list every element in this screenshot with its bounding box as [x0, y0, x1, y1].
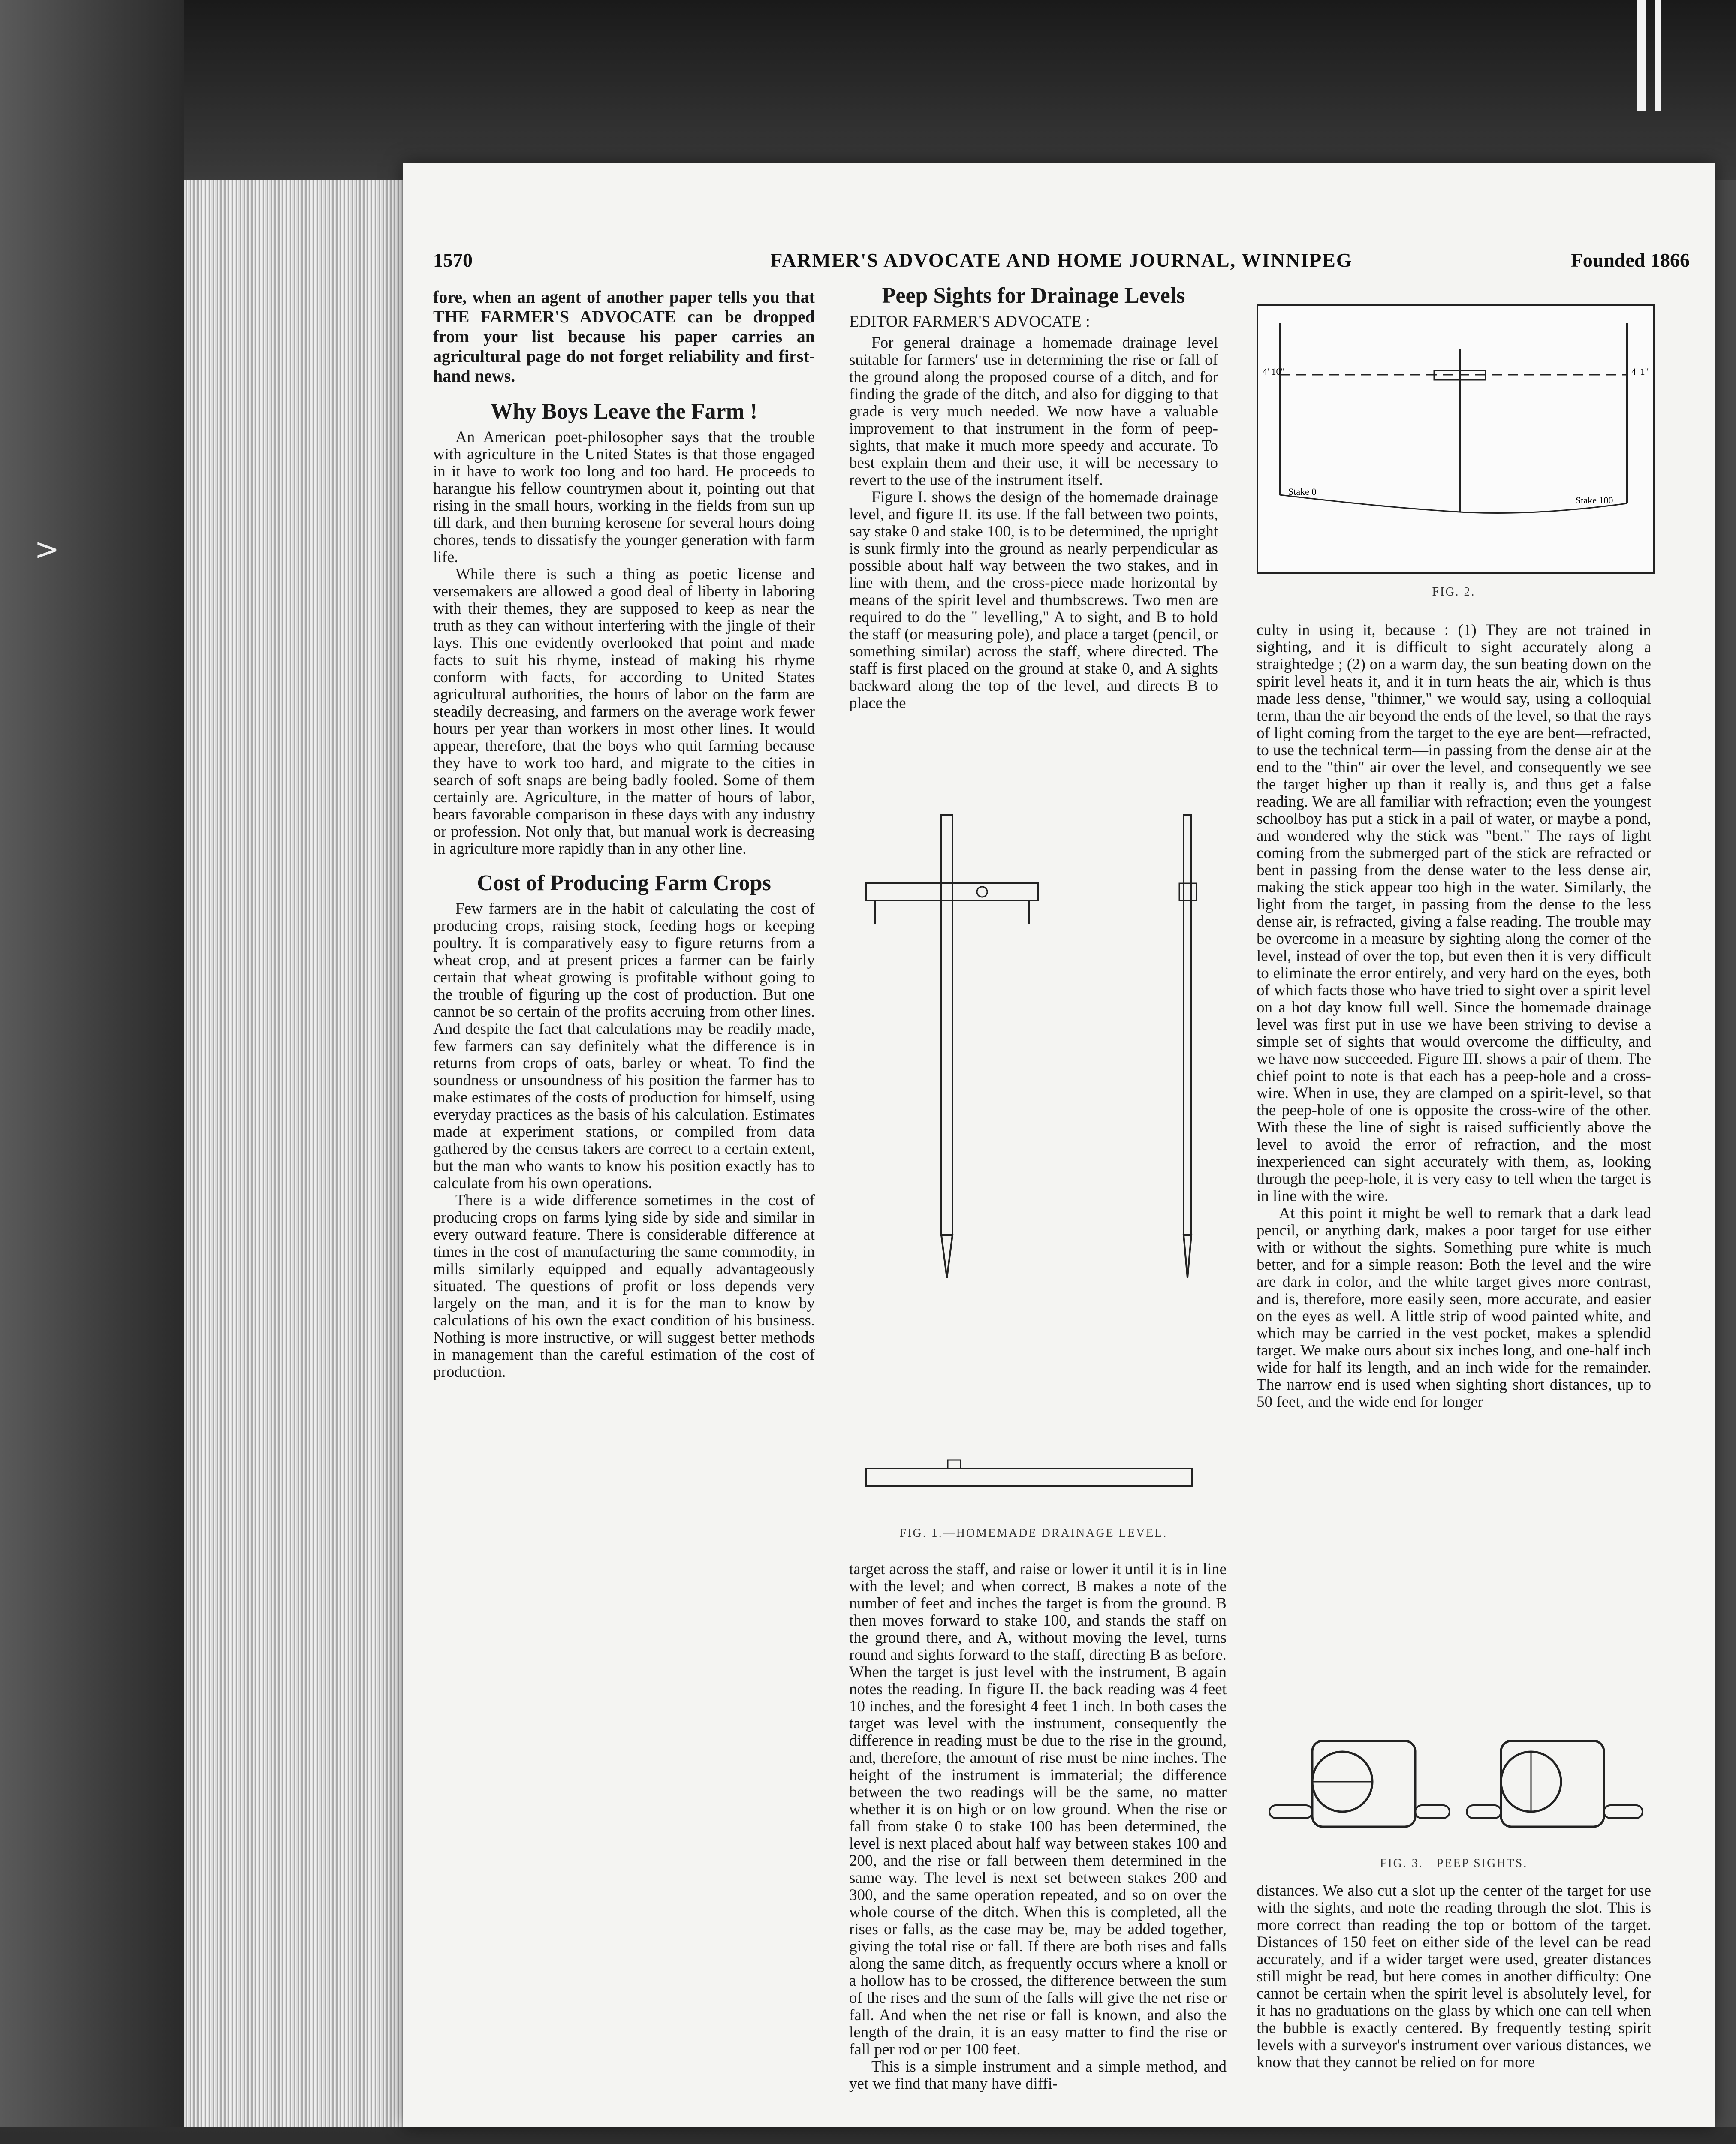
figure-3-peep-sights [1261, 1732, 1647, 1848]
paragraph: distances. We also cut a slot up the center of the target for use with the sights, and note the reading through the slot. This is more correct than reading the top or bottom of the target. Distances of 150 feet on either side of the level can be read accurately, and if a wider target were used, greater distances still might be read, but here comes in another difficulty: One cannot be certain when the spirit level is absolutely level, for it has no graduations on the glass by which one can tell when the bubble is exactly centered. By frequently testing spirit levels with a surveyor's instrument over various distances, we know that they cannot be relied on for more [1257, 1882, 1651, 2071]
paragraph: An American poet-philosopher says that the trouble with agriculture in the United States is that those engaged in it have to work too long and too hard. He proceeds to harangue his fellow countrymen about it, pointing out that rising in the small hours, working in the fields from sun up till dark, and then burning kerosene for several hours doing chores, tends to dissatisfy the younger generation with farm life. [433, 428, 815, 566]
article-title-cost: Cost of Producing Farm Crops [477, 871, 771, 895]
journal-title: FARMER'S ADVOCATE AND HOME JOURNAL, WINNIPEG [770, 249, 1353, 271]
editor-salutation: EDITOR FARMER'S ADVOCATE : [849, 313, 1090, 331]
paragraph: At this point it might be well to remark that a dark lead pencil, or anything dark, makes a poor target for use either with or without the sights. Something pure white is much better, and for a simple reason: Both the level and the wire are dark in color, and the white target gives more contrast, and is, therefore, more easily seen, more accurate, and easier on the eyes as well. A little strip of wood painted white, and which may be carried in the vest pocket, makes a splendid target. We make ours about six inches long, and one-half inch wide for half its length, and an inch wide for the remainder. The narrow end is used when sighting short distances, up to 50 feet, and the wide end for longer [1257, 1204, 1651, 1411]
journal-page [403, 163, 1715, 2127]
paragraph: For general drainage a homemade drainage level suitable for farmers' use in determining the rise or fall of the ground along the proposed course of a ditch, and for finding the grade of the ditch, and also for digging to that grade is very much needed. We now have a valuable improvement to that instrument in the form of peep-sights, that make it much more speedy and accurate. To best explain them and their use, it will be necessary to revert to the use of the instrument itself. [849, 334, 1218, 489]
figure-2-stake-100: Stake 100 [1576, 495, 1613, 506]
film-mark-top-1 [1637, 0, 1646, 111]
paragraph: culty in using it, because : (1) They are not trained in sighting, and it is difficult to sight accurately along a straightedge ; (2) on a warm day, the sun beating down on the spirit level heats it, and it in turn heats the air, which is thus made less dense, "thinner," we would say, using a colloquial term, than the air beyond the ends of the level, so that the rays of light coming from the target to the eye are bent—refracted, to use the technical term—in passing from the dense air at the end to the "thin" air over the level, and consequently we see the target higher up than it really is, and thus get a false reading. We are all familiar with refraction; even the youngest schoolboy has put a stick in a pail of water, or maybe a pond, and wondered why the stick was "bent." The rays of light coming from the submerged part of the stick are refracted or bent in passing from the dense water to the less dense air, making the stick appear too high in the water. Similarly, the light from the target, in passing from the dense to the less dense air, is refracted, giving a false reading. The trouble may be overcome in a measure by sighting along the corner of the level, instead of over the top, but even then it is very difficult to eliminate the error entirely, and very hard on the eyes, both of which facts those who have tried to sight over a spirit level on a hot day know full well. Since the homemade drainage level was first put in use we have been striving to devise a simple set of sights that would overcome the difficulty, and we have now succeeded. Figure III. shows a pair of them. The chief point to note is that each has a peep-hole and a cross-wire. When in use, they are clamped on a spirit-level, so that the peep-hole of one is opposite the cross-wire of the other. With these the line of sight is raised sufficiently above the level to avoid the error of refraction, and the most inexperienced can sight accurately with them, as, looking through the peep-hole, it is very easy to tell when the target is in line with the wire. [1257, 621, 1651, 1205]
figure-1-drainage-level [849, 806, 1218, 1514]
article-title-peep-sights: Peep Sights for Drainage Levels [882, 283, 1185, 308]
paragraph: While there is such a thing as poetic license and versemakers are allowed a good deal of liberty in laboring with their themes, they are supposed to keep as near the truth as they can without interfering with the jingle of their lays. This one evidently overlooked that point and made facts to suit his rhyme, instead of making his rhyme conform with facts, for according to United States agricultural authorities, the hours of labor on the farm are steadily decreasing, and farmers on the average work fewer hours per year than workers in most other lines. It would appear, therefore, that the boys who quit farming because they have to work too hard, and migrate to the cities in search of soft snaps are being badly fooled. Some of them certainly are. Agriculture, in the matter of hours of labor, bears favorable comparison in these days with any industry or profession. Not only that, but manual work is decreasing in agriculture more rapidly than in any other line. [433, 566, 815, 858]
page-edges [184, 180, 425, 2127]
column-2-bottom [849, 1561, 1227, 2093]
page-number: 1570 [433, 249, 473, 271]
film-bottom-strip [0, 2127, 1736, 2144]
page-header [433, 249, 1690, 274]
column-2-top [849, 283, 1218, 712]
intro-paragraph: fore, when an agent of another paper tells you that THE FARMER'S ADVOCATE can be dropped from your list because his paper carries an agricultural page do not forget reliability and first-hand news. [433, 287, 815, 385]
paragraph: This is a simple instrument and a simple method, and yet we find that many have diffi- [849, 2058, 1227, 2093]
figure-1-caption: FIG. 1.—HOMEMADE DRAINAGE LEVEL. [899, 1527, 1168, 1540]
article-title-why-boys: Why Boys Leave the Farm ! [490, 399, 758, 424]
figure-2-frame [1257, 304, 1655, 574]
column-1 [433, 287, 815, 2088]
paragraph: Figure I. shows the design of the homemade drainage level, and figure II. its use. If the fall between two points, say stake 0 and stake 100, is to be determined, the upright is sunk firmly into the ground as nearly perpendicular as possible about half way between the two stakes, and in line with them, and the cross-piece made horizontal by means of the spirit level and thumbscrews. Two men are required to do the " levelling," A to sight, and B to hold the staff (or measuring pole), and place a target (pencil, or something similar) across the staff, where directed. The staff is first placed on the ground at stake 0, and A sights backward along the top of the level, and directs B to place the [849, 488, 1218, 712]
figure-2-diagram [1258, 306, 1653, 572]
figure-2-caption: FIG. 2. [1432, 585, 1476, 599]
film-mark-top-2 [1655, 0, 1661, 111]
film-left-strip [0, 0, 184, 2144]
figure-2-label-right: 4' 1" [1631, 366, 1649, 377]
figure-2-stake-0: Stake 0 [1288, 486, 1317, 497]
figure-2-label-left: 4' 10" [1263, 366, 1285, 377]
column-3-bottom [1257, 1882, 1651, 2071]
paragraph: There is a wide difference sometimes in the cost of producing crops on farms lying side by side and similar in every outward feature. There is considerable difference at times in the cost of manufacturing the same commodity, in mills similarly equipped and equally advantageously situated. The questions of profit or loss depends very largely on the man, and it is for the man to know by calculations of his own the exact condition of his business. Nothing is more instructive, or will suggest better methods in management than the careful estimation of the cost of production. [433, 1192, 815, 1381]
figure-3-caption: FIG. 3.—PEEP SIGHTS. [1380, 1857, 1528, 1870]
founded-label: Founded 1866 [1570, 249, 1690, 271]
column-3-main [1257, 622, 1651, 1411]
film-top-strip [0, 0, 1736, 180]
paragraph: Few farmers are in the habit of calculating the cost of producing crops, raising stock, feeding hogs or keeping poultry. It is comparatively easy to figure returns from a wheat crop, and at present prices a farmer can be fairly certain that wheat growing is profitable without going to the trouble of figuring up the cost of production. But one cannot be so certain of the profits accruing from other lines. And despite the fact that calculations may be readily made, few farmers can say definitely what the difference is in returns from crops of oats, barley or wheat. To find the soundness or unsoundness of his position the farmer has to make estimates of the costs of production for himself, using everyday practices as the basis of his calculation. Estimates made at experiment stations, or compiled from data gathered by the census takers are correct to a certain extent, but the man who wants to know his position exactly has to calculate from his own operations. [433, 900, 815, 1192]
paragraph: target across the staff, and raise or lower it until it is in line with the level; and when correct, B makes a note of the number of feet and inches the target is from the ground. B then moves forward to stake 100, and stands the staff on the ground there, and A, without moving the level, turns round and sights forward to the staff, directing B as before. When the target is just level with the instrument, B again notes the reading. In figure II. the back reading was 4 feet 10 inches, and the foresight 4 feet 1 inch. In both cases the target was level with the instrument, consequently the difference in reading must be due to the rise in the ground, and, therefore, the amount of rise must be nine inches. The height of the instrument is immaterial; the difference between the two readings will be the same, no matter whether it is on high or on low ground. When the rise or fall from stake 0 to stake 100 has been determined, the level is next placed about half way between stakes 100 and 200, and the rise or fall between them determined in the same way. The level is next set between stakes 200 and 300, and the same operation repeated, and so on over the whole course of the ditch. When this is completed, all the rises or falls, as the case may be, may be added together, giving the total rise or fall. If there are both rises and falls along the same ditch, as frequently occurs where a knoll or a hollow has to be crossed, the difference between the sum of the rises and the sum of the falls will give the net rise or fall. And when the net rise or fall is known, and also the length of the drain, it is an easy matter to find the rise or fall per rod or per 100 feet. [849, 1560, 1227, 2058]
margin-mark: > [34, 532, 60, 567]
